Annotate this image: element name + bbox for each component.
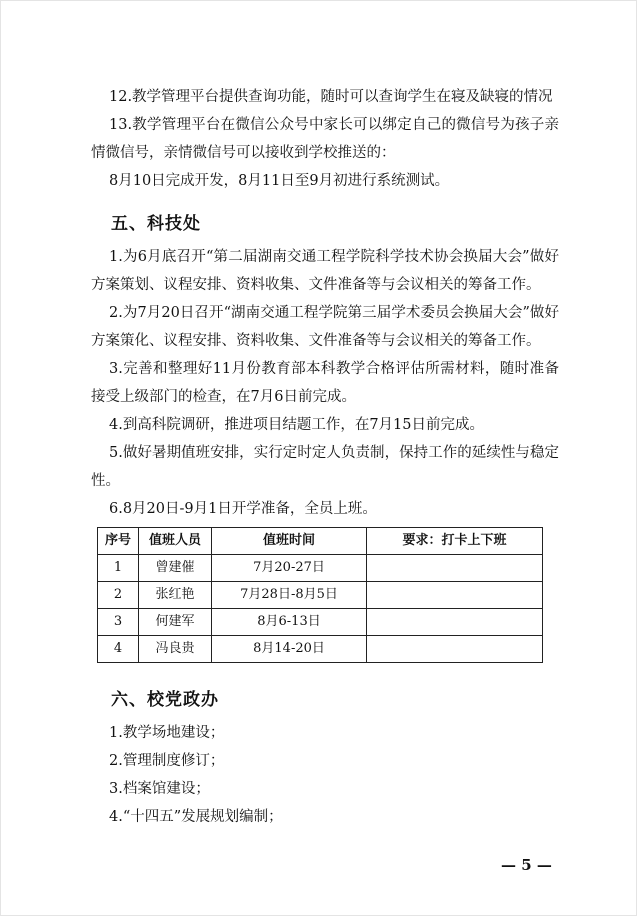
cell: 8月6-13日	[212, 609, 367, 636]
document-body	[91, 83, 559, 875]
cell: 3	[98, 609, 139, 636]
table-row	[98, 555, 543, 582]
paragraph: 4.到高科院调研，推进项目结题工作，在7月15日前完成。	[109, 417, 485, 433]
page-number: — 5 —	[501, 856, 552, 874]
cell	[367, 609, 543, 636]
paragraph: 2.为7月20日召开“湖南交通工程学院第三届学术委员会换届大会”做好方案策化、议程安排、资料收集、文件准备等与会议相关的筹备工作。	[91, 305, 559, 349]
cell	[367, 636, 543, 663]
paragraph: 4.“十四五”发展规划编制；	[109, 809, 283, 825]
cell	[367, 582, 543, 609]
paragraph: 6.8月20日-9月1日开学准备，全员上班。	[109, 501, 377, 517]
paragraph: 2.管理制度修订；	[109, 753, 225, 769]
cell: 4	[98, 636, 139, 663]
header-cell: 值班时间	[212, 528, 367, 555]
section-heading: 六、校党政办	[111, 690, 219, 710]
cell: 何建军	[139, 609, 212, 636]
cell: 曾建催	[139, 555, 212, 582]
section-heading: 五、科技处	[111, 214, 201, 234]
paragraph: 1.教学场地建设；	[109, 725, 225, 741]
paragraph: 1.为6月底召开“第二届湖南交通工程学院科学技术协会换届大会”做好方案策划、议程安排、资料收集、文件准备等与会议相关的筹备工作。	[91, 249, 559, 293]
cell: 8月14-20日	[212, 636, 367, 663]
cell: 冯良贵	[139, 636, 212, 663]
table-row	[98, 636, 543, 663]
paragraph: 3.完善和整理好11月份教育部本科教学合格评估所需材料，随时准备接受上级部门的检查，在7月6日前完成。	[91, 361, 559, 405]
table-header-row	[98, 528, 543, 555]
table-row	[98, 609, 543, 636]
paragraph: 5.做好暑期值班安排，实行定时定人负责制，保持工作的延续性与稳定性。	[91, 445, 559, 489]
paragraph: 12.教学管理平台提供查询功能，随时可以查询学生在寝及缺寝的情况	[109, 89, 553, 105]
header-cell: 值班人员	[139, 528, 212, 555]
paragraph: 3.档案馆建设；	[109, 781, 210, 797]
table-row	[98, 582, 543, 609]
cell: 张红艳	[139, 582, 212, 609]
paragraph: 8月10日完成开发，8月11日至9月初进行系统测试。	[109, 173, 450, 189]
cell	[367, 555, 543, 582]
cell: 1	[98, 555, 139, 582]
cell: 2	[98, 582, 139, 609]
header-cell: 要求：打卡上下班	[367, 528, 543, 555]
header-cell: 序号	[98, 528, 139, 555]
cell: 7月28日-8月5日	[212, 582, 367, 609]
duty-table	[97, 527, 543, 663]
paragraph: 13.教学管理平台在微信公众号中家长可以绑定自己的微信号为孩子亲情微信号，亲情微信号可以接收到学校推送的：	[91, 117, 559, 161]
cell: 7月20-27日	[212, 555, 367, 582]
